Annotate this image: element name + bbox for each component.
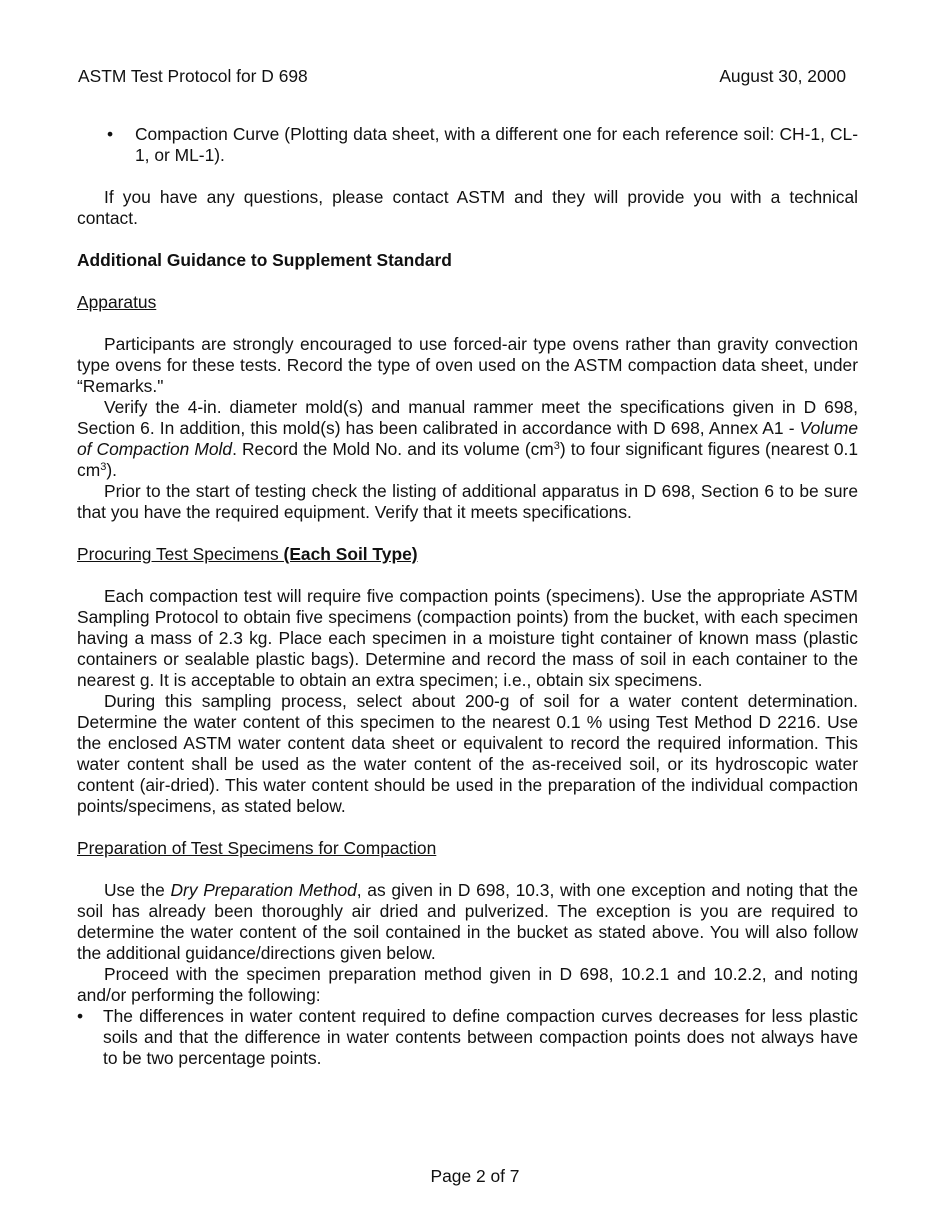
procuring-paragraph-1: Each compaction test will require five compaction points (specimens). Use the appropriate ASTM Sampling Protocol to obtain five specimens (compaction points) from the bucket, with each specimen having a mass of 2.3 kg. Place each specimen in a moisture tight container of known mass (plastic containers or sealable plastic bags). Determine and record the mass of soil in each container to the nearest g. It is acceptable to obtain an extra specimen; i.e., obtain six specimens.	[77, 586, 858, 690]
header-date: August 30, 2000	[719, 66, 846, 86]
list-item-text: The differences in water content required to define compaction curves decreases for less plastic soils and that the difference in water contents between compaction points does not always have to be two percentage points.	[103, 1006, 858, 1068]
apparatus-paragraph-3: Prior to the start of testing check the listing of additional apparatus in D 698, Section 6 to be sure that you have the required equipment. Verify that it meets specifications.	[77, 481, 858, 522]
list-item	[77, 124, 858, 166]
section-heading-preparation: Preparation of Test Specimens for Compaction	[77, 838, 437, 858]
apparatus-paragraph-1: Participants are strongly encouraged to use forced-air type ovens rather than gravity convection type ovens for these tests. Record the type of oven used on the ASTM compaction data sheet, under “Remarks."	[77, 334, 858, 396]
procuring-paragraph-2: During this sampling process, select about 200-g of soil for a water content determination. Determine the water content of this specimen to the nearest 0.1 % using Test Method D 2216. Use the enclosed ASTM water content data sheet or equivalent to record the required information. This water content shall be used as the water content of the as-received soil, or its hydroscopic water content (air-dried). This water content should be used in the preparation of the individual compaction points/specimens, as stated below.	[77, 691, 858, 816]
list-item-text: Compaction Curve (Plotting data sheet, with a different one for each reference soil: CH-1, CL-1, or ML-1).	[135, 124, 858, 165]
section-heading-procuring: Procuring Test Specimens (Each Soil Type)	[77, 544, 418, 564]
preparation-paragraph-2: Proceed with the specimen preparation method given in D 698, 10.2.1 and 10.2.2, and noting and/or performing the following:	[77, 964, 858, 1005]
section-heading-guidance: Additional Guidance to Supplement Standard	[77, 250, 452, 270]
page-number: Page 2 of 7	[430, 1166, 520, 1186]
header-title: ASTM Test Protocol for D 698	[78, 66, 308, 86]
document-body	[77, 124, 858, 1069]
page-header	[78, 66, 846, 88]
section-heading-apparatus: Apparatus	[77, 292, 157, 312]
apparatus-paragraph-2: Verify the 4-in. diameter mold(s) and manual rammer meet the specifications given in D 698, Section 6. In addition, this mold(s) has been calibrated in accordance with D 698, Annex A1 - Volume of Compaction Mold. Record the Mold No. and its volume $(cm^3)$ to four significant figures (nearest 0.1 $cm^3$).	[77, 397, 858, 480]
bullet-icon: •	[107, 124, 114, 144]
questions-paragraph: If you have any questions, please contact ASTM and they will provide you with a technical contact.	[77, 187, 858, 228]
preparation-paragraph-1: Use the Dry Preparation Method, as given in D 698, 10.3, with one exception and noting that the soil has already been thoroughly air dried and pulverized. The exception is you are required to determine the water content of the soil contained in the bucket as stated above. You will also follow the additional guidance/directions given below.	[77, 880, 858, 963]
list-item	[77, 1006, 858, 1069]
bullet-icon: •	[77, 1006, 84, 1026]
